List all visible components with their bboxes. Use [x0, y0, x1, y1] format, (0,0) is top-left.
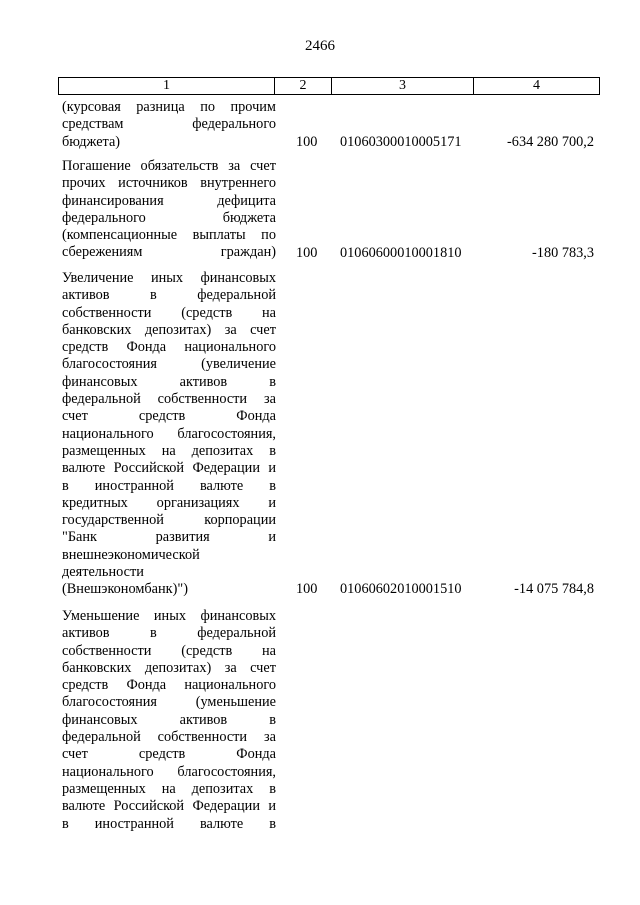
- description-word: в: [269, 373, 276, 390]
- row-description: [62, 158, 276, 262]
- description-word: Федерации: [192, 460, 260, 477]
- description-word: за: [228, 158, 241, 174]
- description-word: (средств: [181, 304, 233, 321]
- description-word: банковских: [62, 659, 132, 676]
- description-word: и: [268, 460, 276, 477]
- description-line: [62, 764, 276, 781]
- description-word: депозитах): [144, 659, 212, 676]
- description-word: источников: [118, 175, 188, 192]
- header-col-1: 1: [59, 78, 275, 95]
- description-word: обязательств: [140, 158, 219, 174]
- description-line: [62, 443, 276, 460]
- description-word: счет: [62, 746, 88, 763]
- row-code: 01060600010001810: [340, 244, 462, 261]
- description-line: [62, 512, 276, 529]
- description-word: дефицита: [217, 192, 276, 209]
- description-word: Погашение: [62, 158, 131, 174]
- description-word: депозитах: [191, 780, 254, 797]
- description-line: [62, 287, 276, 304]
- description-line: [62, 391, 276, 408]
- description-word: средствам: [62, 116, 124, 133]
- description-line: [62, 643, 276, 660]
- description-word: собственности: [62, 304, 152, 321]
- description-word: за: [263, 729, 276, 746]
- description-line: [62, 529, 276, 546]
- description-word: валюте: [62, 460, 106, 477]
- description-line: внешнеэкономической: [62, 546, 200, 563]
- description-word: и: [268, 494, 276, 511]
- description-line: [62, 339, 276, 356]
- description-word: банковских: [62, 321, 132, 338]
- description-word: благосостояния: [62, 356, 157, 373]
- description-word: национального: [184, 339, 276, 356]
- description-line: [62, 99, 276, 116]
- description-word: корпорации: [204, 512, 276, 529]
- description-word: Увеличение: [62, 270, 134, 286]
- description-word: Российской: [113, 798, 185, 815]
- description-line: [62, 781, 276, 798]
- description-word: развития: [155, 529, 210, 546]
- description-word: активов: [179, 711, 228, 728]
- row-col-2: 100: [296, 133, 318, 150]
- description-word: размещенных: [62, 780, 146, 797]
- row-description: [62, 99, 276, 151]
- description-word: депозитах: [191, 442, 254, 459]
- header-col-4: 4: [474, 78, 600, 95]
- description-word: (уменьшение: [195, 694, 276, 711]
- description-word: государственной: [62, 512, 164, 529]
- description-line: [62, 175, 276, 192]
- description-line: [62, 426, 276, 443]
- description-word: средств: [138, 746, 186, 763]
- description-word: Российской: [113, 460, 185, 477]
- description-line: в иностранной валюте в: [62, 815, 276, 832]
- description-line: [62, 305, 276, 322]
- description-word: в: [150, 287, 157, 304]
- description-word: счет: [250, 659, 276, 676]
- description-word: средств: [62, 339, 109, 356]
- description-word: за: [224, 659, 237, 676]
- description-word: благосостояния,: [177, 425, 276, 442]
- row-code: 01060300010005171: [340, 133, 462, 150]
- description-word: за: [263, 391, 276, 408]
- description-word: финансовых: [62, 373, 138, 390]
- description-word: национального: [62, 425, 154, 442]
- description-line: [62, 729, 276, 746]
- description-word: счет: [62, 408, 88, 425]
- description-word: собственности: [157, 391, 248, 408]
- description-line: [62, 158, 276, 175]
- description-word: в: [269, 780, 276, 797]
- description-line: [62, 677, 276, 694]
- description-word: (средств: [181, 642, 233, 659]
- description-word: иностранной: [94, 477, 174, 494]
- description-line: (Внешэкономбанк)"): [62, 581, 188, 598]
- description-word: собственности: [157, 729, 248, 746]
- description-word: на: [161, 780, 176, 797]
- description-word: Уменьшение: [62, 608, 140, 624]
- description-line: [62, 712, 276, 729]
- table-header: [58, 77, 600, 95]
- description-word: счет: [250, 321, 276, 338]
- description-line: [62, 210, 276, 227]
- description-line: [62, 322, 276, 339]
- description-word: средств: [138, 408, 186, 425]
- description-word: Фонда: [236, 746, 276, 763]
- row-col-2: 100: [296, 244, 318, 261]
- description-line: [62, 270, 276, 287]
- description-word: Фонда: [126, 339, 167, 356]
- description-word: за: [224, 321, 237, 338]
- description-line: [62, 356, 276, 373]
- description-word: на: [161, 442, 176, 459]
- description-word: по: [200, 99, 216, 115]
- description-word: в: [150, 625, 157, 642]
- description-word: внутреннего: [200, 175, 276, 192]
- description-line: [62, 116, 276, 133]
- description-line: [62, 798, 276, 815]
- description-line: [62, 660, 276, 677]
- row-description: [62, 608, 276, 833]
- description-word: разница: [136, 99, 185, 115]
- row-amount: -14 075 784,8: [514, 581, 594, 598]
- description-word: и: [268, 798, 276, 815]
- description-word: Фонда: [236, 408, 276, 425]
- description-word: в: [269, 711, 276, 728]
- description-word: финансирования: [62, 192, 164, 209]
- description-word: собственности: [62, 642, 152, 659]
- row-code: 01060602010001510: [340, 581, 462, 598]
- header-col-2: 2: [275, 78, 332, 95]
- page-number: 2466: [305, 38, 335, 54]
- description-word: депозитах): [144, 321, 212, 338]
- description-word: федерального: [192, 116, 276, 133]
- description-word: кредитных: [62, 494, 128, 511]
- description-word: валюте: [62, 798, 106, 815]
- description-word: федеральной: [197, 287, 276, 304]
- description-line: [62, 608, 276, 625]
- description-word: федерального: [62, 209, 146, 226]
- description-word: (компенсационные: [62, 227, 178, 244]
- description-line: [62, 408, 276, 425]
- description-word: активов: [62, 625, 110, 642]
- description-word: в: [269, 477, 276, 494]
- description-word: средств: [62, 677, 109, 694]
- description-word: Федерации: [192, 798, 260, 815]
- description-line: [62, 227, 276, 244]
- description-word: благосостояния,: [177, 763, 276, 780]
- description-word: федеральной: [62, 729, 141, 746]
- description-word: и: [268, 529, 276, 546]
- description-word: прочим: [230, 99, 276, 115]
- description-line: [62, 374, 276, 391]
- description-word: активов: [179, 373, 228, 390]
- description-word: иных: [150, 270, 183, 286]
- description-word: организациях: [156, 494, 240, 511]
- description-word: иных: [153, 608, 186, 624]
- row-amount: -180 783,3: [532, 244, 594, 261]
- description-word: "Банк: [62, 529, 97, 546]
- description-word: размещенных: [62, 442, 146, 459]
- description-line: [62, 495, 276, 512]
- row-col-2: 100: [296, 581, 318, 598]
- description-word: финансовых: [62, 711, 138, 728]
- description-word: Фонда: [126, 677, 167, 694]
- description-word: активов: [62, 287, 110, 304]
- description-word: (курсовая: [62, 99, 121, 115]
- description-word: федеральной: [197, 625, 276, 642]
- description-word: финансовых: [200, 270, 276, 286]
- description-word: на: [262, 642, 276, 659]
- description-word: (увеличение: [201, 356, 276, 373]
- description-word: национального: [62, 763, 154, 780]
- description-word: на: [262, 304, 276, 321]
- description-line: бюджета): [62, 133, 121, 150]
- row-amount: -634 280 700,2: [507, 133, 594, 150]
- description-word: по: [261, 227, 276, 244]
- description-word: в: [62, 477, 69, 494]
- header-col-3: 3: [332, 78, 474, 95]
- description-word: финансовых: [200, 608, 276, 624]
- description-line: [62, 478, 276, 495]
- description-word: выплаты: [192, 227, 246, 244]
- description-line: [62, 625, 276, 642]
- row-description: [62, 270, 276, 599]
- description-word: прочих: [62, 175, 106, 192]
- description-word: в: [269, 442, 276, 459]
- description-line: [62, 746, 276, 763]
- description-word: национального: [184, 677, 276, 694]
- description-word: счет: [250, 158, 276, 174]
- description-line: сбережениям граждан): [62, 244, 276, 261]
- description-line: [62, 694, 276, 711]
- description-line: [62, 460, 276, 477]
- description-word: валюте: [199, 477, 244, 494]
- description-line: [62, 193, 276, 210]
- description-word: федеральной: [62, 391, 141, 408]
- description-word: благосостояния: [62, 694, 157, 711]
- description-line: деятельности: [62, 564, 144, 581]
- description-word: бюджета: [222, 209, 276, 226]
